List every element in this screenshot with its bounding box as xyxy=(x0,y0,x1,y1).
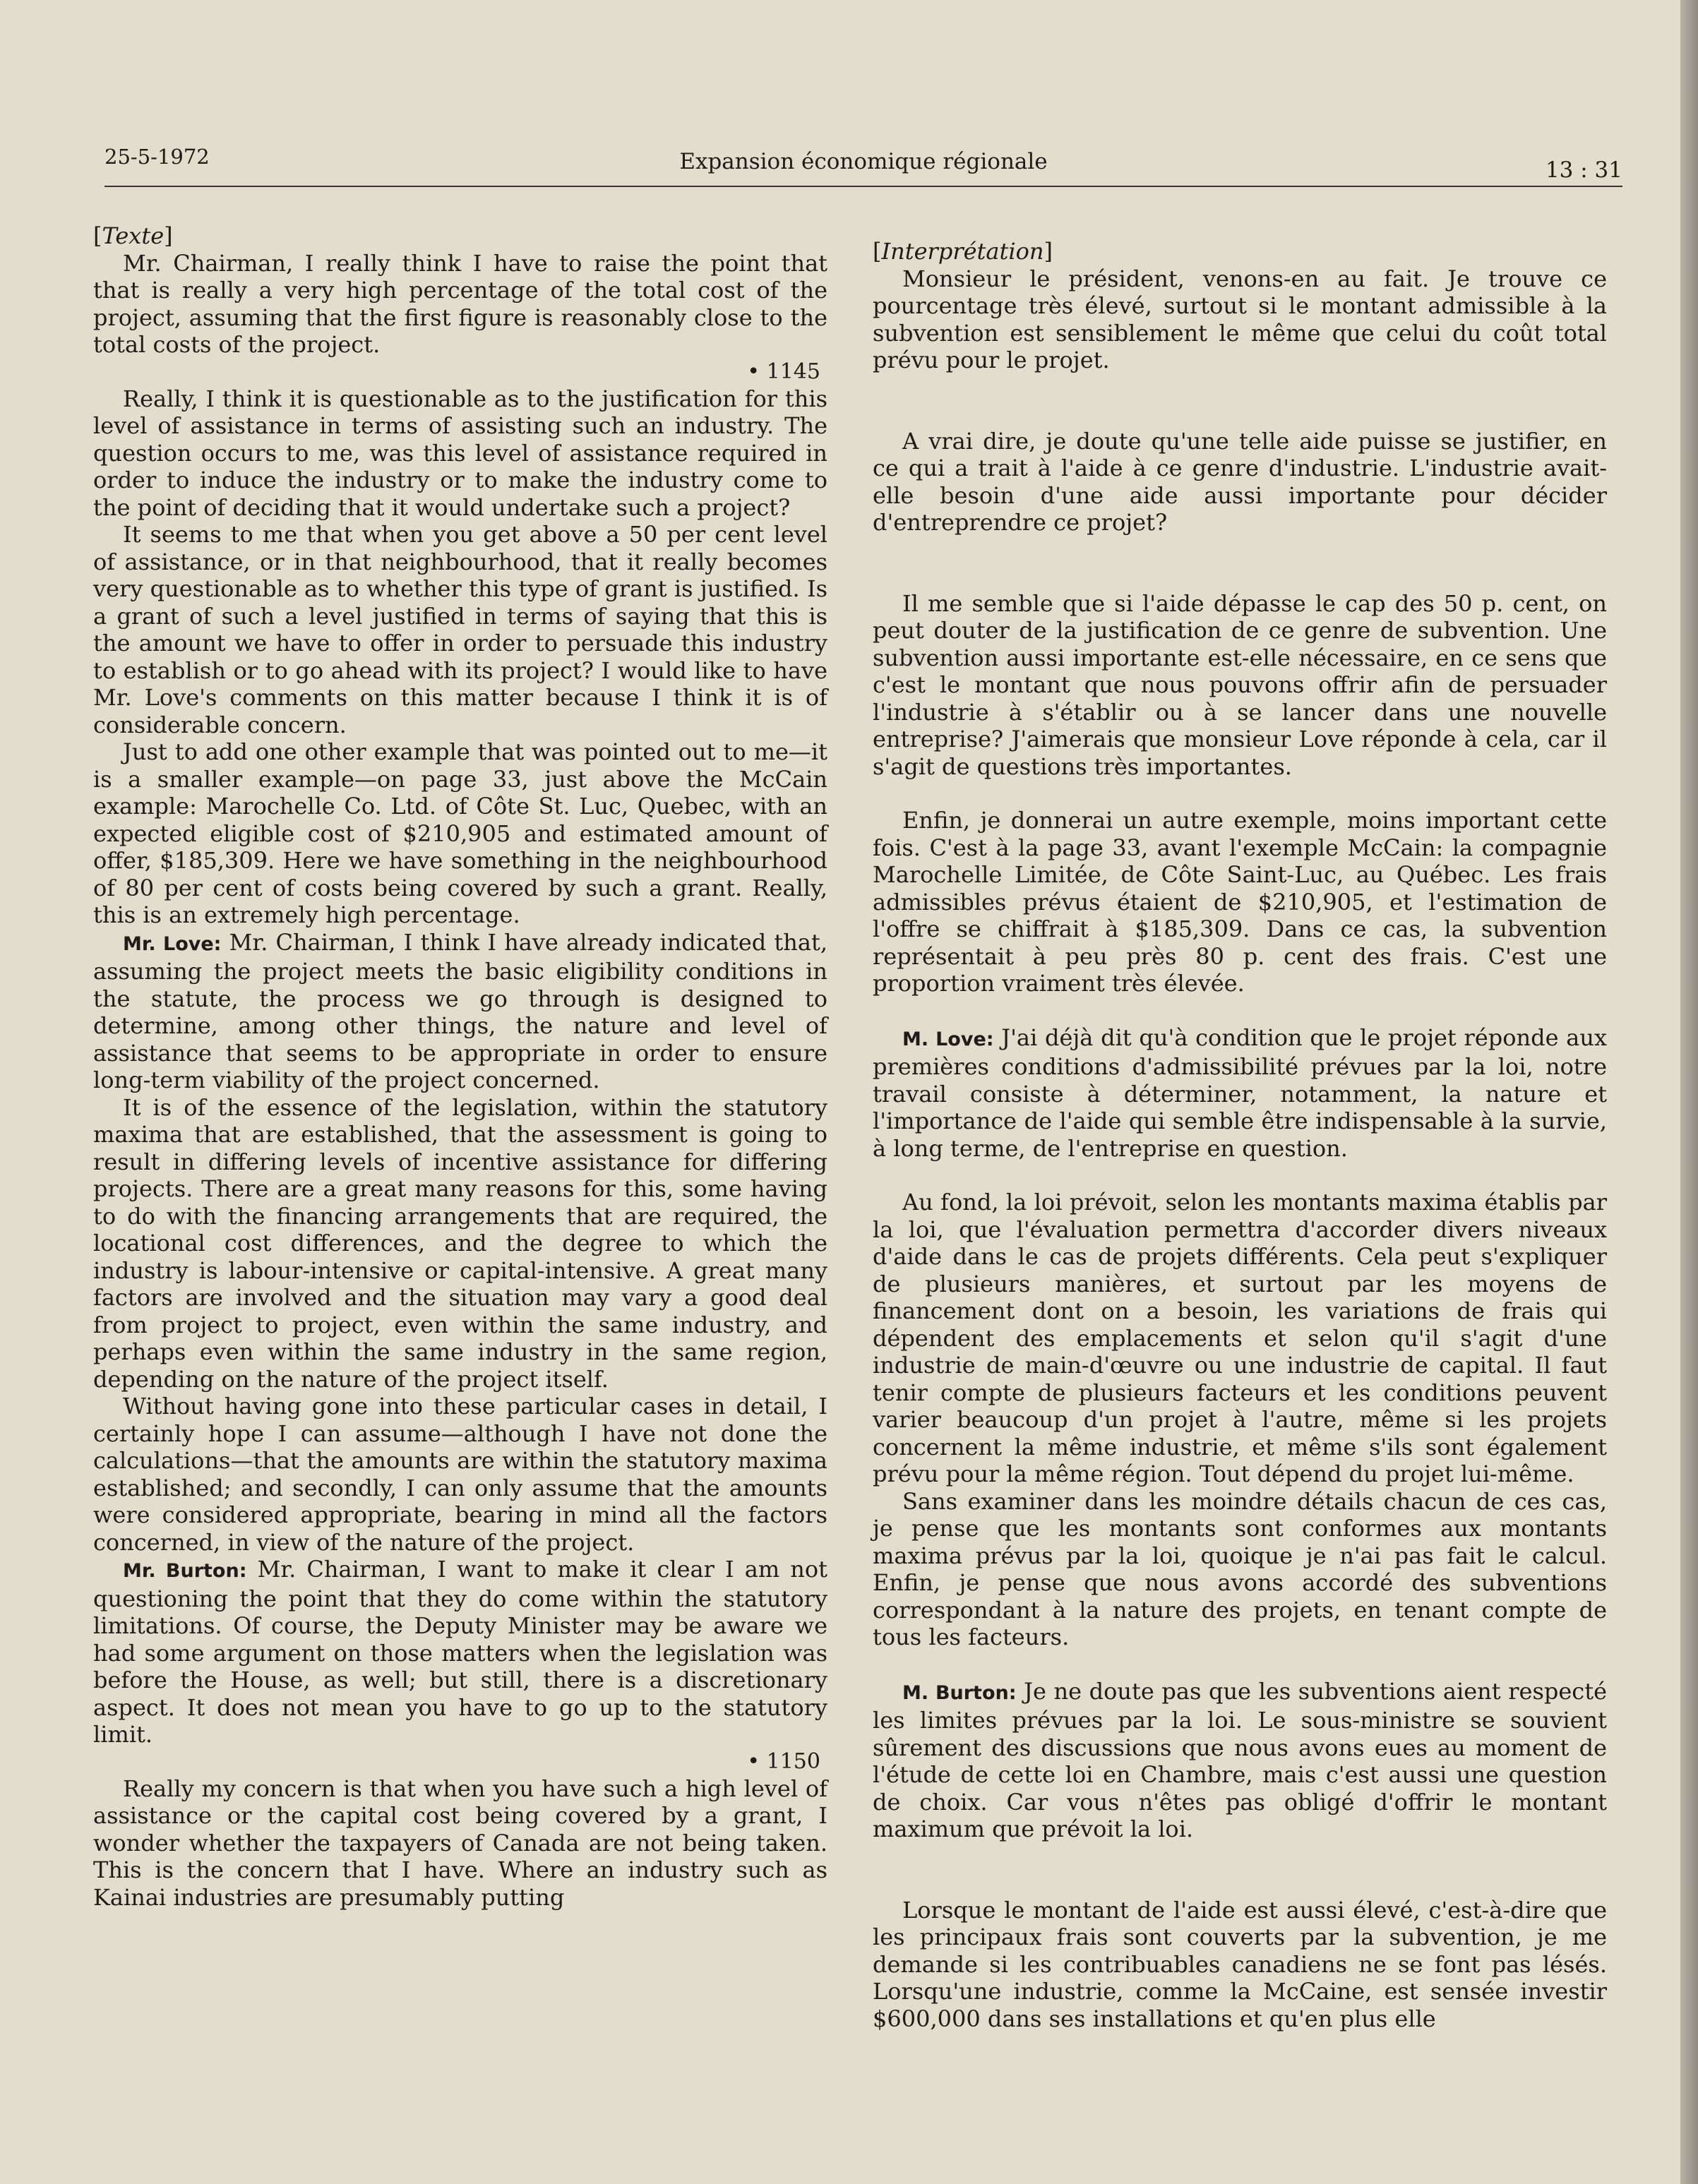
paragraph: Monsieur le président, venons-en au fait. Je trouve ce pourcentage très élevé, surtout si le montant admissible à la subvention est sensiblement le même que celui du coût total prévu pour le projet. xyxy=(873,265,1607,373)
text-tag: [Texte] xyxy=(93,222,173,249)
header-rule xyxy=(104,186,1622,187)
interpretation-tag: [Interprétation] xyxy=(873,238,1053,265)
paragraph: Mr. Love: Mr. Chairman, I think I have already indicated that, assuming the project meets the basic eligibility conditions in the statute, the process we go through is designed to determine, among other things, the nature and level of assistance that seems to be appropriate in order to ensure long-term viability of the project concerned. xyxy=(93,928,827,1093)
paragraph: It seems to me that when you get above a 50 per cent level of assistance, or in that neighbourhood, that it really becomes very questionable as to whether this type of grant is justified. Is a grant of such a level justified in terms of saying that this is the amount we have to offer in order to persuade this industry to establish or to go ahead with its project? I would like to have Mr. Love's comments on this matter because I think it is of considerable concern. xyxy=(93,521,827,738)
french-column xyxy=(873,222,1607,2032)
paragraph: Enfin, je donnerai un autre exemple, moins important cette fois. C'est à la page 33, avant l'exemple McCain: la compagnie Marochelle Limitée, de Côte Saint-Luc, au Québec. Les frais admissibles prévus étaient de $210,905, et l'estimation de l'offre se chiffrait à $185,309. Dans ce cas, la subvention représentait à peu près 80 p. cent des frais. C'est une proportion vraiment très élevée. xyxy=(873,807,1607,997)
book-spine xyxy=(1680,0,1698,2184)
paragraph: M. Love: J'ai déjà dit qu'à condition que le projet réponde aux premières conditions d'admissibilité prévues par la loi, notre travail consiste à déterminer, notamment, la nature et l'importance de l'aide qui semble être indispensable à la survie, à long terme, de l'entreprise en question. xyxy=(873,1024,1608,1162)
english-column xyxy=(93,222,827,1911)
speaker-name: M. Burton: xyxy=(902,1681,1017,1704)
paragraph: Really, I think it is questionable as to the justification for this level of assistance in terms of assisting such an industry. The question occurs to me, was this level of assistance required in order to induce the industry or to make the industry come to the point of deciding that it would undertake such a project? xyxy=(93,385,827,521)
paragraph: Il me semble que si l'aide dépasse le cap des 50 p. cent, on peut douter de la justification de ce genre de subvention. Une subvention aussi importante est-elle nécessaire, en ce sens que c'est le montant que nous pouvons offrir afin de persuader l'industrie à s'établir ou à se lancer dans une nouvelle entreprise? J'aimerais que monsieur Love réponde à cela, car il s'agit de questions très importantes. xyxy=(873,589,1607,780)
paragraph: Without having gone into these particular cases in detail, I certainly hope I can assume—although I have not done the calculations—that the amounts are within the statutory maxima established; and secondly, I can only assume that the amounts were considered appropriate, bearing in mind all the factors concerned, in view of the nature of the project. xyxy=(93,1393,827,1556)
speaker-name: Mr. Love: xyxy=(123,932,222,955)
paragraph: Sans examiner dans les moindre détails chacun de ces cas, je pense que les montants sont conformes aux montants maxima prévus par la loi, quoique je n'ai pas fait le calcul. Enfin, je pense que nous avons accordé des subventions correspondant à la nature des projets, en tenant compte de tous les facteurs. xyxy=(873,1487,1607,1650)
paragraph: A vrai dire, je doute qu'une telle aide puisse se justifier, en ce qui a trait à l'aide à ce genre d'industrie. L'industrie avait-elle besoin d'une aide aussi importante pour décider d'entreprendre ce projet? xyxy=(873,427,1607,536)
paragraph: Really my concern is that when you have such a high level of assistance or the capital cost being covered by a grant, I wonder whether the taxpayers of Canada are not being taken. This is the concern that I have. Where an industry such as Kainai industries are presumably putting xyxy=(93,1775,827,1911)
header-title: Expansion économique régionale xyxy=(679,149,1048,174)
paragraph: It is of the essence of the legislation, within the statutory maxima that are established, that the assessment is going to result in differing levels of incentive assistance for differing projects. There are a great many reasons for this, some having to do with the financing arrangements that are required, the locational cost differences, and the degree to which the industry is labour-intensive or capital-intensive. A great many factors are involved and the situation may vary a good deal from project to project, even within the same industry, and perhaps even within the same industry in the same region, depending on the nature of the project itself. xyxy=(93,1093,827,1393)
paragraph: Mr. Burton: Mr. Chairman, I want to make it clear I am not questioning the point that they do come within the statutory limitations. Of course, the Deputy Minister may be aware we had some argument on those matters when the legislation was before the House, as well; but still, there is a discretionary aspect. It does not mean you have to go up to the statutory limit. xyxy=(93,1556,827,1748)
paragraph: Lorsque le montant de l'aide est aussi élevé, c'est-à-dire que les principaux frais sont couverts par la subvention, je me demande si les contribuables canadiens ne se font pas lésés. Lorsqu'une industrie, comme la McCaine, est sensée investir $600,000 dans ses installations et qu'en plus elle xyxy=(873,1896,1607,2032)
paragraph: M. Burton: Je ne doute pas que les subventions aient respecté les limites prévues par la loi. Le sous-ministre se souvient sûrement des discussions que nous avons eues au moment de l'étude de cette loi en Chambre, mais c'est aussi une question de choix. Car vous n'êtes pas obligé d'offrir le montant maximum que prévoit la loi. xyxy=(873,1677,1608,1842)
header-page-number: 13 : 31 xyxy=(1545,157,1622,183)
time-marker: • 1145 xyxy=(747,359,820,384)
page-header xyxy=(104,145,1622,187)
paragraph: Au fond, la loi prévoit, selon les montants maxima établis par la loi, que l'évaluation permettra d'accorder divers niveaux d'aide dans le cas de projets différents. Cela peut s'expliquer de plusieurs manières, et surtout par les moyens de financement dont on a besoin, les variations de frais qui dépendent des emplacements et selon qu'il s'agit d'une industrie de main-d'œuvre ou une industrie de capital. Il faut tenir compte de plusieurs facteurs et les conditions peuvent varier beaucoup d'un projet à l'autre, même si les projets concernent la même industrie, et même s'ils sont également prévu pour la même région. Tout dépend du projet lui-même. xyxy=(873,1189,1607,1487)
time-marker: • 1150 xyxy=(747,1748,820,1774)
paragraph: Just to add one other example that was pointed out to me—it is a smaller example—on page 33, just above the McCain example: Marochelle Co. Ltd. of Côte St. Luc, Quebec, with an expected eligible cost of $210,905 and estimated amount of offer, $185,309. Here we have something in the neighbourhood of 80 per cent of costs being covered by such a grant. Really, this is an extremely high percentage. xyxy=(93,738,827,928)
paragraph: Mr. Chairman, I really think I have to raise the point that that is really a very high percentage of the total cost of the project, assuming that the first figure is reasonably close to the total costs of the project. xyxy=(93,249,827,358)
header-date: 25-5-1972 xyxy=(104,145,210,169)
speaker-name: Mr. Burton: xyxy=(123,1560,247,1582)
speaker-name: M. Love: xyxy=(902,1028,994,1050)
